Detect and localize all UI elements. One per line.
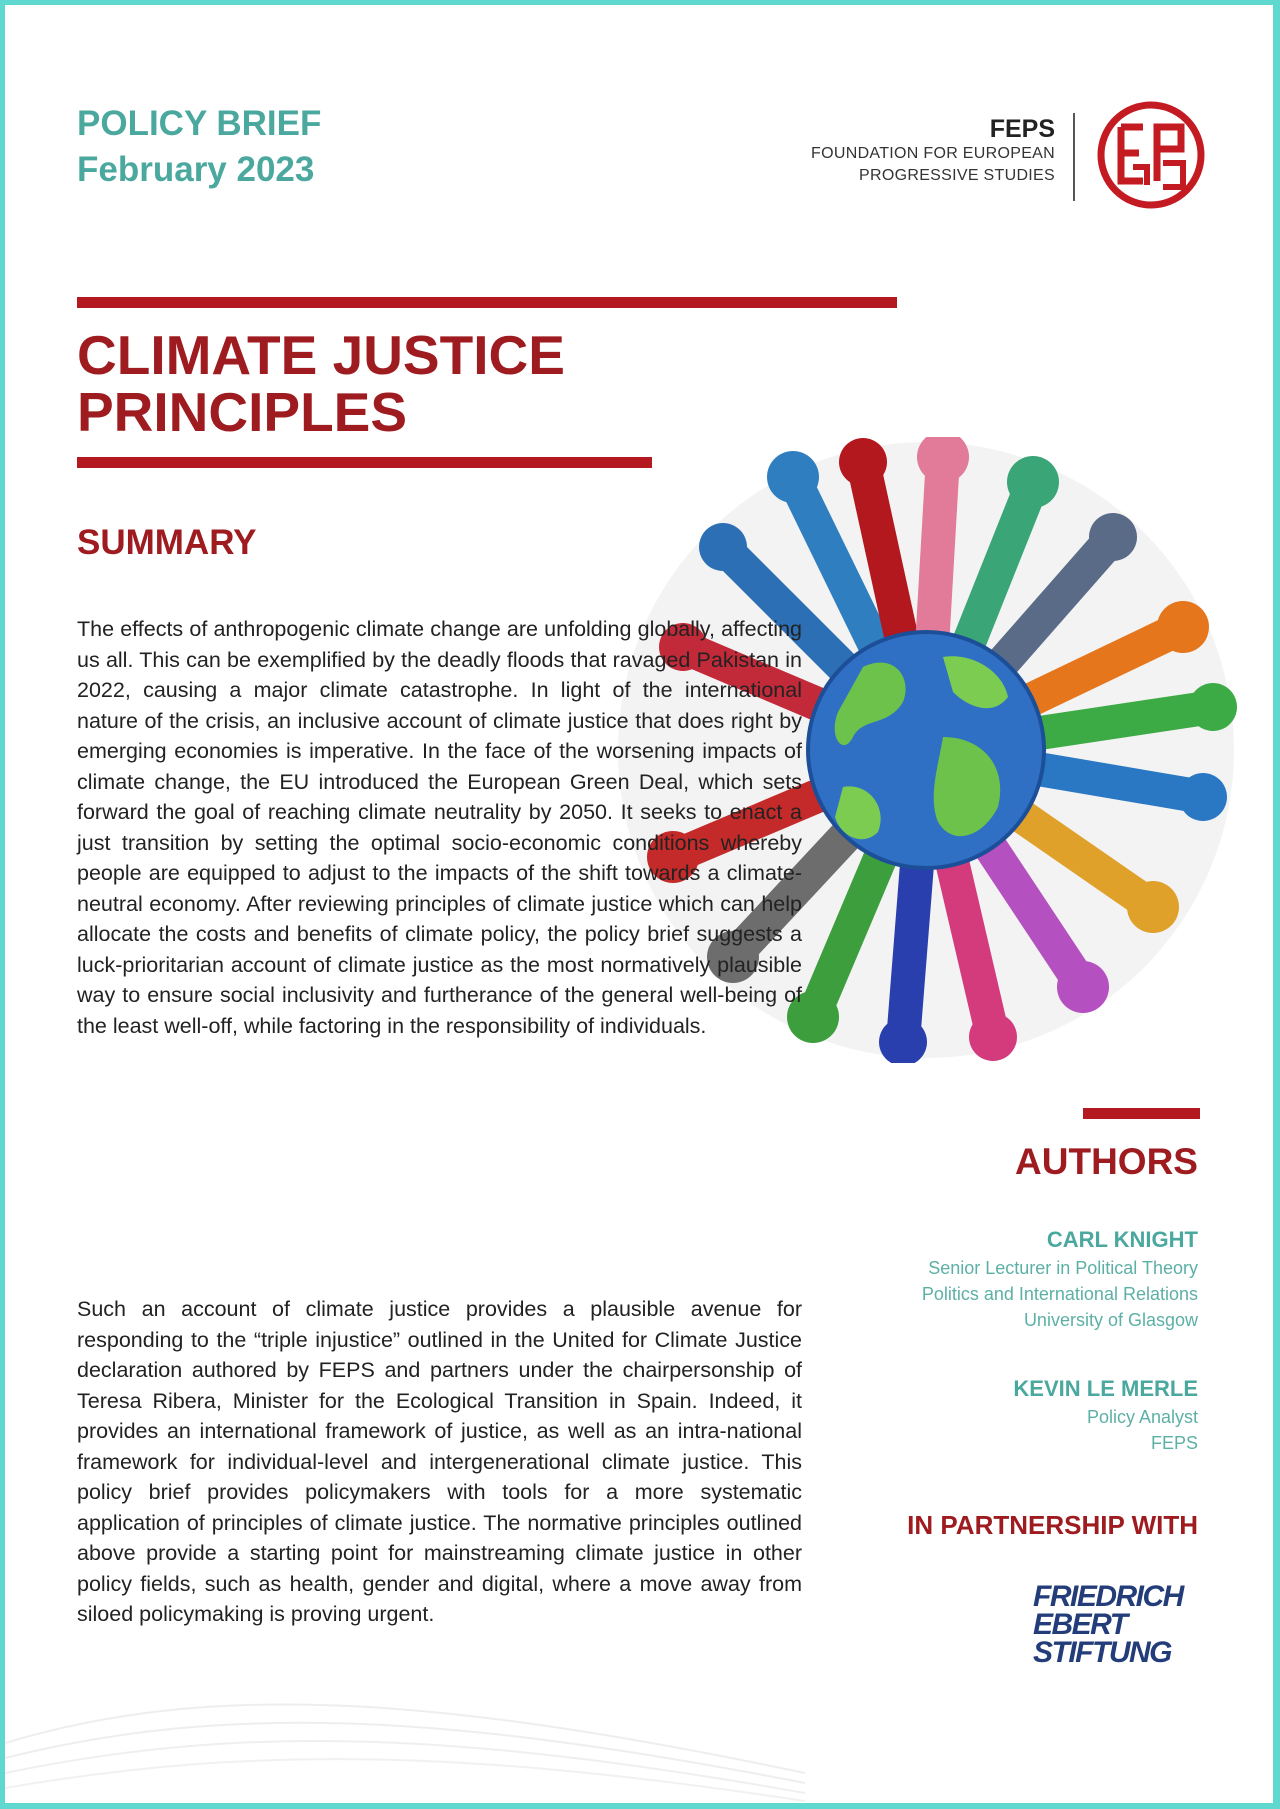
main-title <box>77 324 565 443</box>
author-role: Senior Lecturer in Political Theory <box>928 1258 1198 1278</box>
author-role: Policy Analyst <box>1086 1407 1198 1427</box>
author-name: CARL KNIGHT <box>1046 1227 1198 1252</box>
fes-logo <box>1033 1580 1183 1669</box>
summary-heading: SUMMARY <box>77 523 257 562</box>
fes-logo-line3: STIFTUNG <box>1033 1636 1171 1669</box>
author-department: Politics and International Relations <box>921 1284 1198 1304</box>
brief-date: February 2023 <box>77 150 315 189</box>
fes-logo-line1: FRIEDRICH <box>1033 1580 1183 1613</box>
title-line1: CLIMATE JUSTICE <box>77 324 565 386</box>
authors-rule <box>1083 1108 1200 1119</box>
title-line2: PRINCIPLES <box>77 381 408 443</box>
feps-org-block <box>811 115 1055 187</box>
author-carl-knight <box>922 1225 1198 1333</box>
partnership-heading: IN PARTNERSHIP WITH <box>907 1510 1198 1540</box>
document-page <box>5 5 1273 1803</box>
authors-heading: AUTHORS <box>1015 1141 1198 1182</box>
author-name: KEVIN LE MERLE <box>1013 1376 1198 1401</box>
org-name-line2: PROGRESSIVE STUDIES <box>859 167 1055 184</box>
author-institution: FEPS <box>1150 1433 1198 1453</box>
summary-paragraph-1: The effects of anthropogenic climate change are unfolding globally, affecting us all. This can be exemplified by the deadly floods that ravaged Pakistan in 2022, causing a major climate catastrophe. In light of the international nature of the crisis, an inclusive account of climate justice that does right by emerging economies is imperative. In the face of the worsening impacts of climate change, the EU introduced the European Green Deal, which sets forward the goal of reaching climate neutrality by 2050. It seeks to enact a just transition by setting the optimal socio-economic conditions whereby people are equipped to adjust to the impacts of the shift towards a climate-neutral economy. After reviewing principles of climate justice which can help allocate the costs and benefits of climate policy, the policy brief suggests a luck-prioritarian account of climate justice as the most normatively plausible way to ensure social inclusivity and furtherance of the general well-being of the least well-off, while factoring in the responsibility of individuals. <box>77 617 802 1038</box>
feps-logo-icon <box>1093 97 1209 213</box>
title-rule-top <box>77 297 897 308</box>
summary-paragraph-2: Such an account of climate justice provides a plausible avenue for responding to the “triple injustice” outlined in the United for Climate Justice declaration authored by FEPS and partners under the chairpersonship of Teresa Ribera, Minister for the Ecological Transition in Spain. Indeed, it provides an international framework of justice, as well as an intra-national framework for individual-level and intergenerational climate justice. This policy brief provides policymakers with tools for a more systematic application of principles of climate justice. The normative principles outlined above provide a starting point for mainstreaming climate justice in other policy fields, such as health, gender and digital, where a move away from siloed policymaking is proving urgent. <box>77 1297 802 1626</box>
org-acronym: FEPS <box>989 115 1055 143</box>
author-kevin-le-merle <box>1013 1374 1198 1456</box>
title-rule-bottom <box>77 457 652 468</box>
org-name-line1: FOUNDATION FOR EUROPEAN <box>811 145 1055 162</box>
fes-logo-line2: EBERT <box>1033 1608 1127 1641</box>
logo-divider <box>1073 113 1075 201</box>
author-institution: University of Glasgow <box>1023 1310 1198 1330</box>
brief-type: POLICY BRIEF <box>77 104 322 143</box>
